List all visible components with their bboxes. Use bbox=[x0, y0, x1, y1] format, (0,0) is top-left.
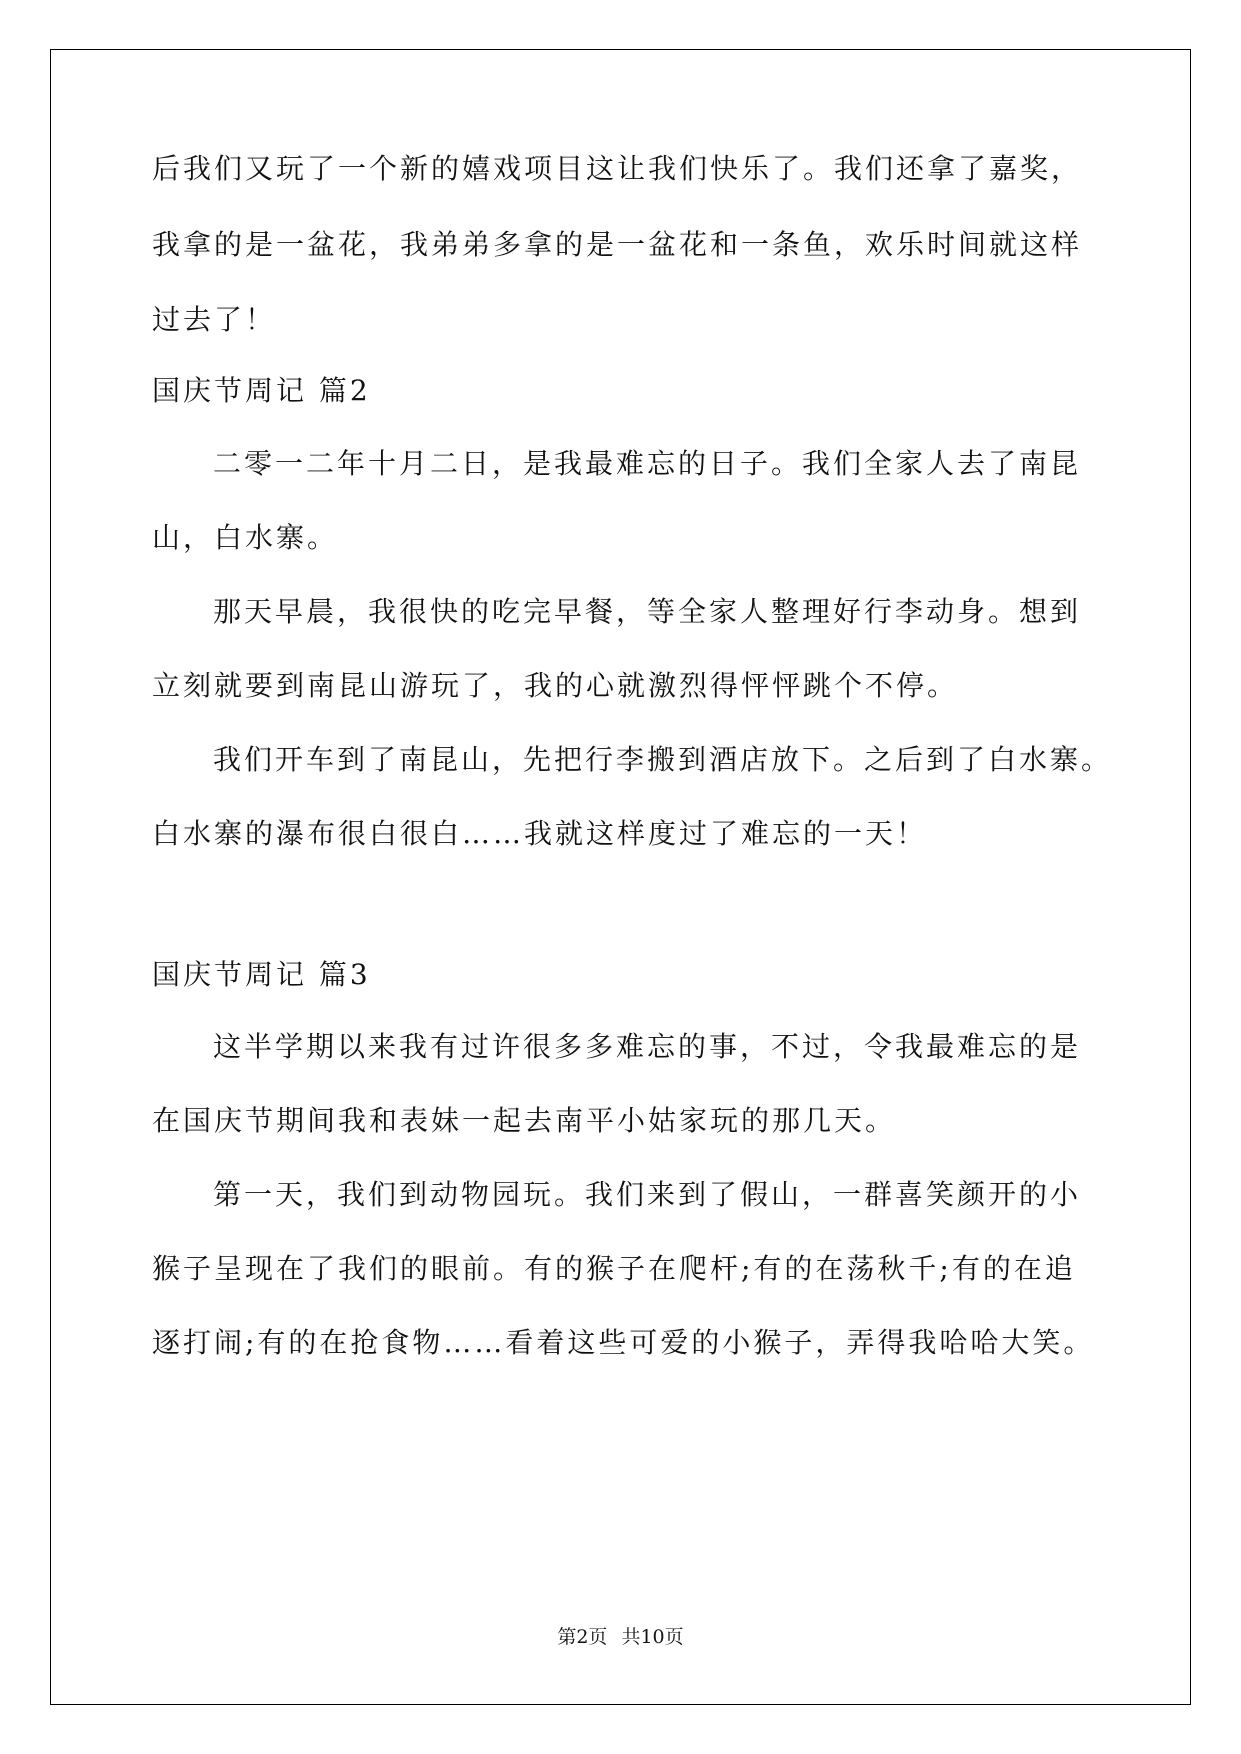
text-line: 那天早晨，我很快的吃完早餐，等全家人整理好行李动身。想到 bbox=[213, 595, 1082, 628]
page-total: 共10页 bbox=[621, 1626, 684, 1648]
section-heading: 国庆节周记 篇2 bbox=[152, 374, 371, 407]
text-line: 猴子呈现在了我们的眼前。有的猴子在爬杆;有的在荡秋千;有的在追 bbox=[152, 1252, 1076, 1285]
section-heading: 国庆节周记 篇3 bbox=[152, 958, 371, 991]
text-line: 我拿的是一盆花，我弟弟多拿的是一盆花和一条鱼，欢乐时间就这样 bbox=[152, 228, 1083, 261]
text-line: 二零一二年十月二日，是我最难忘的日子。我们全家人去了南昆 bbox=[213, 447, 1082, 480]
page-number: 第2页 bbox=[557, 1626, 608, 1648]
text-line: 逐打闹;有的在抢食物……看着这些可爱的小猴子，弄得我哈哈大笑。 bbox=[152, 1326, 1095, 1359]
text-line: 在国庆节期间我和表妹一起去南平小姑家玩的那几天。 bbox=[152, 1104, 897, 1137]
text-line: 第一天，我们到动物园玩。我们来到了假山，一群喜笑颜开的小 bbox=[213, 1178, 1082, 1211]
text-line: 后我们又玩了一个新的嬉戏项目这让我们快乐了。我们还拿了嘉奖， bbox=[152, 152, 1083, 185]
text-line: 过去了！ bbox=[152, 303, 277, 336]
page-border bbox=[50, 49, 1191, 1705]
text-line: 立刻就要到南昆山游玩了，我的心就激烈得怦怦跳个不停。 bbox=[152, 669, 959, 702]
text-line: 山，白水寨。 bbox=[152, 521, 339, 554]
text-line: 白水寨的瀑布很白很白……我就这样度过了难忘的一天！ bbox=[152, 817, 928, 850]
text-line: 这半学期以来我有过许很多多难忘的事，不过，令我最难忘的是 bbox=[213, 1030, 1082, 1063]
text-line: 我们开车到了南昆山，先把行李搬到酒店放下。之后到了白水寨。 bbox=[213, 743, 1113, 776]
page-footer bbox=[0, 1622, 1241, 1649]
